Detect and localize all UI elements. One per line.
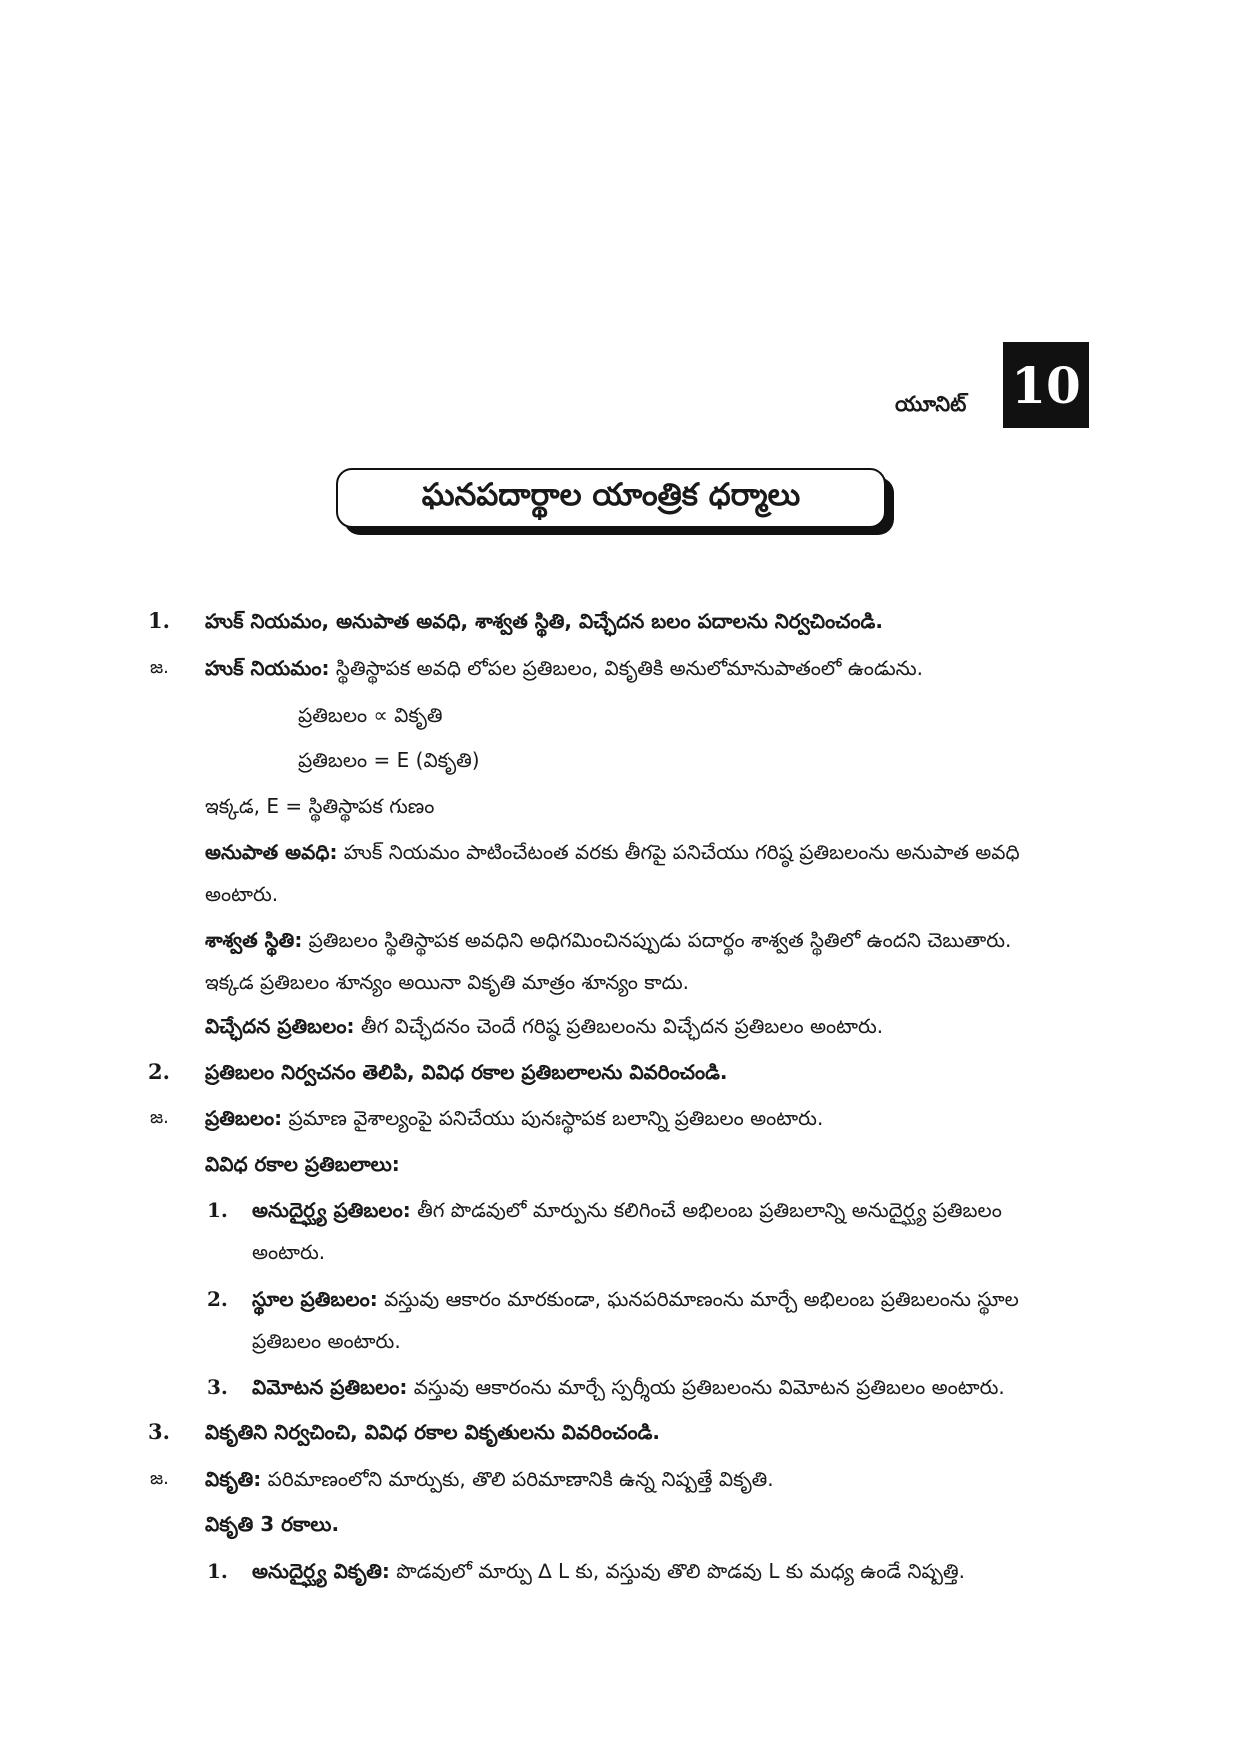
question-number: 2. [148, 1059, 170, 1084]
def-breaking-stress: విచ్ఛేదన ప్రతిబలం: తీగ విచ్ఛేదనం చెందే గరిష్ఠ ప్రతిబలంను విచ్ఛేదన ప్రతిబలం అంటారు. [205, 1014, 884, 1038]
chapter-title: ఘనపదార్థాల యాంత్రిక ధర్మాలు [336, 468, 886, 528]
term-hooke: హుక్ నియమం: [205, 656, 330, 680]
question-text: హుక్ నియమం, అనుపాత అవధి, శాశ్వత స్థితి, విచ్ఛేదన బలం పదాలను నిర్వచించండి. [205, 609, 883, 633]
formula-modulus: ప్రతిబలం = E (వికృతి) [298, 748, 480, 772]
unit-number-badge: 10 [1003, 342, 1089, 428]
unit-label: యూనిట్ [895, 392, 967, 416]
def-permanent-set-cont: ఇక్కడ ప్రతిబలం శూన్యం అయినా వికృతి మాత్రం శూన్యం కాదు. [205, 970, 690, 994]
def-proportional-limit: అనుపాత అవధి: హుక్ నియమం పాటించేటంత వరకు తీగపై పనిచేయు గరిష్ఠ ప్రతిబలంను అనుపాత అవధి [205, 840, 1020, 864]
list-item-cont: ప్రతిబలం అంటారు. [252, 1329, 401, 1353]
question-text: ప్రతిబలం నిర్వచనం తెలిపి, వివిధ రకాల ప్రతిబలాలను వివరించండి. [205, 1060, 728, 1084]
term-proportional-limit: అనుపాత అవధి: [205, 840, 338, 864]
strain-types-heading: వికృతి 3 రకాలు. [205, 1512, 340, 1536]
term-strain: వికృతి: [205, 1467, 262, 1491]
answer-label: జ. [150, 657, 169, 678]
question-text: వికృతిని నిర్వచించి, వివిధ రకాల వికృతులను వివరించండి. [205, 1420, 660, 1444]
answer-label: జ. [150, 1107, 169, 1128]
term-stress: ప్రతిబలం: [205, 1106, 283, 1130]
def-hooke: స్థితిస్థాపక అవధి లోపల ప్రతిబలం, వికృతికి అనులోమానుపాతంలో ఉండును. [329, 656, 923, 680]
question-number: 1. [148, 608, 170, 633]
question-number: 3. [148, 1419, 170, 1444]
answer-label: జ. [150, 1468, 169, 1489]
def-proportional-limit-cont: అంటారు. [205, 882, 279, 906]
def-stress: ప్రమాణ వైశాల్యంపై పనిచేయు పునఃస్థాపక బలాన్ని ప్రతిబలం అంటారు. [282, 1106, 824, 1130]
term-breaking-stress: విచ్ఛేదన ప్రతిబలం: [205, 1014, 355, 1038]
formula-proportional: ప్రతిబలం ∝ వికృతి [298, 703, 443, 727]
def-strain: పరిమాణంలోని మార్పుకు, తొలి పరిమాణానికి ఉన్న నిష్పత్తే వికృతి. [261, 1467, 774, 1491]
list-item-cont: అంటారు. [252, 1240, 326, 1264]
stress-types-heading: వివిధ రకాల ప్రతిబలాలు: [205, 1152, 400, 1176]
def-permanent-set: శాశ్వత స్థితి: ప్రతిబలం స్థితిస్థాపక అవధిని అధిగమించినప్పుడు పదార్థం శాశ్వత స్థితిలో ఉందని చెబుతారు. [205, 928, 1012, 952]
formula-where: ఇక్కడ, E = స్థితిస్థాపక గుణం [205, 794, 435, 818]
term-permanent-set: శాశ్వత స్థితి: [205, 928, 303, 952]
